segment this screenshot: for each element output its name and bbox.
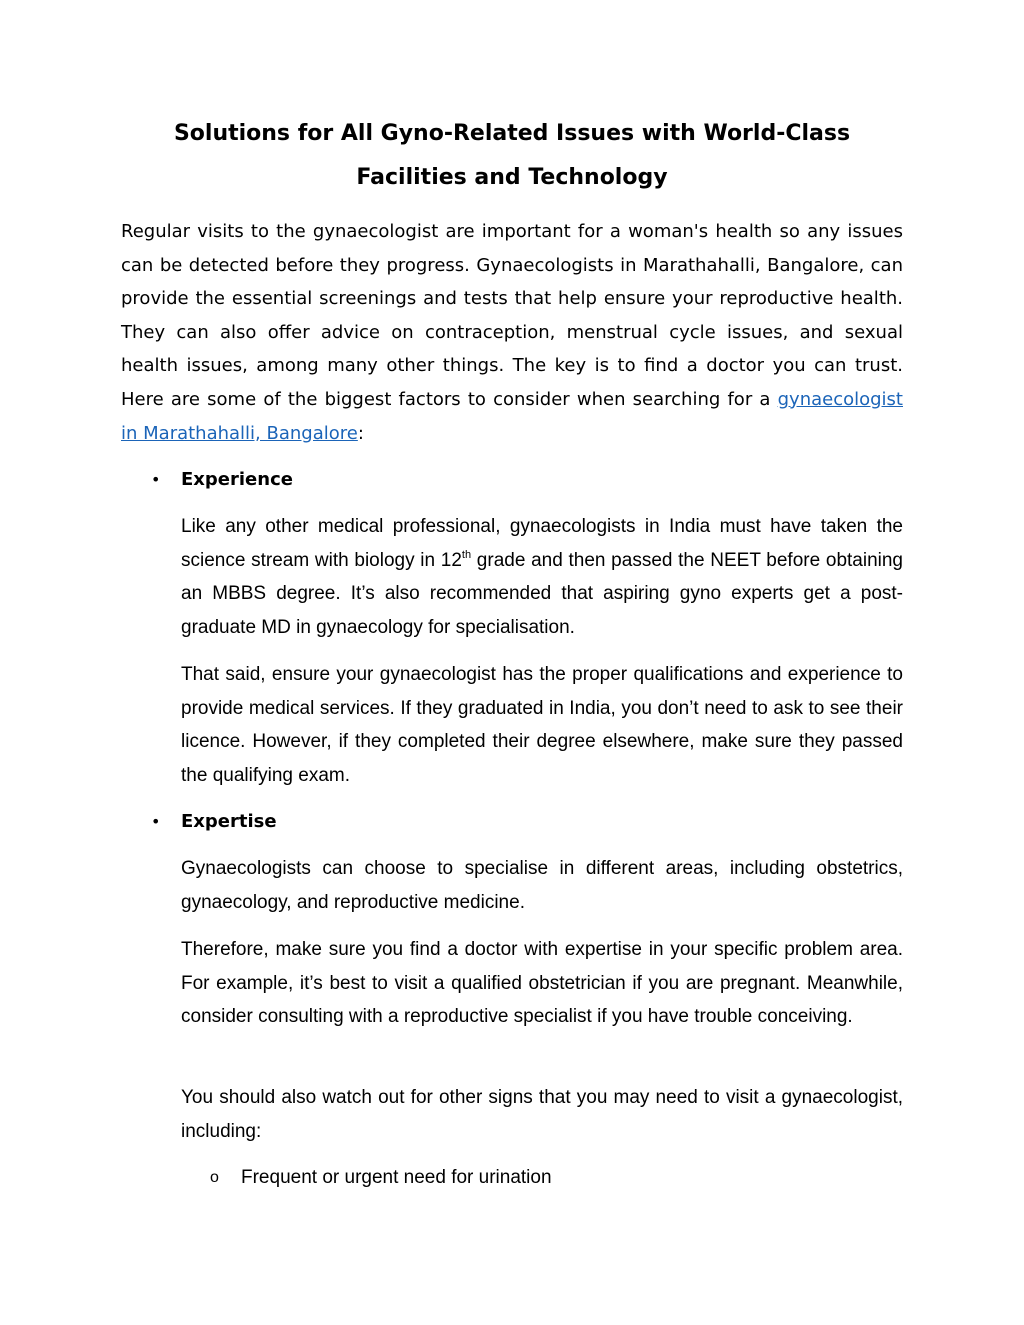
bullet-expertise-icon: • xyxy=(151,812,161,831)
experience-p1-rest: grade and then passed the NEET before obtaining an MBBS degree. It’s also recommended that aspiring gyno experts get a post-graduate MD in gynaecology for specialisation. xyxy=(181,549,903,638)
experience-p1-text: Like any other medical professional, gynaecologists in India must have taken the science stream with biology in 12 xyxy=(181,516,903,571)
experience-paragraph-1 xyxy=(181,510,903,644)
sub-bullet-icon: o xyxy=(210,1169,219,1186)
expertise-paragraph-2: Therefore, make sure you find a doctor with expertise in your specific problem area. For example, it’s best to visit a qualified obstetrician if you are pregnant. Meanwhile, consider consulting with a reproductive specialist if you have trouble conceiving. xyxy=(181,939,903,1028)
experience-paragraph-2: That said, ensure your gynaecologist has the proper qualifications and experience to provide medical services. If they graduated in India, you don’t need to ask to see their licence. However, if they completed their degree elsewhere, make sure they passed the qualifying exam. xyxy=(181,664,903,786)
intro-text: Regular visits to the gynaecologist are important for a woman's health so any issues can be detected before they progress. Gynaecologists in Marathahalli, Bangalore, can provide the essential screenings and tests that help ensure your reproductive health. They can also offer advice on contraception, menstrual cycle issues, and sexual health issues, among many other things. The key is to find a doctor you can trust. Here are some of the biggest factors to consider when searching for a xyxy=(121,221,903,410)
experience-heading: Experience xyxy=(181,469,293,490)
expertise-paragraph-3: You should also watch out for other signs that you may need to visit a gynaecologist, including: xyxy=(181,1087,903,1142)
expertise-heading: Expertise xyxy=(181,811,277,832)
sub-list-item: Frequent or urgent need for urination xyxy=(241,1167,552,1188)
bullet-experience-icon: • xyxy=(151,470,161,489)
page-title: Solutions for All Gyno-Related Issues with World-Class Facilities and Technology xyxy=(173,121,851,190)
expertise-paragraph-1: Gynaecologists can choose to specialise in different areas, including obstetrics, gynaecology, and reproductive medicine. xyxy=(181,858,903,913)
intro-colon: : xyxy=(357,422,364,444)
gynaecologist-marathahalli-link[interactable]: gynaecologist in Marathahalli, Bangalore xyxy=(121,388,903,444)
superscript-th: th xyxy=(461,548,472,561)
intro-paragraph xyxy=(121,215,903,450)
